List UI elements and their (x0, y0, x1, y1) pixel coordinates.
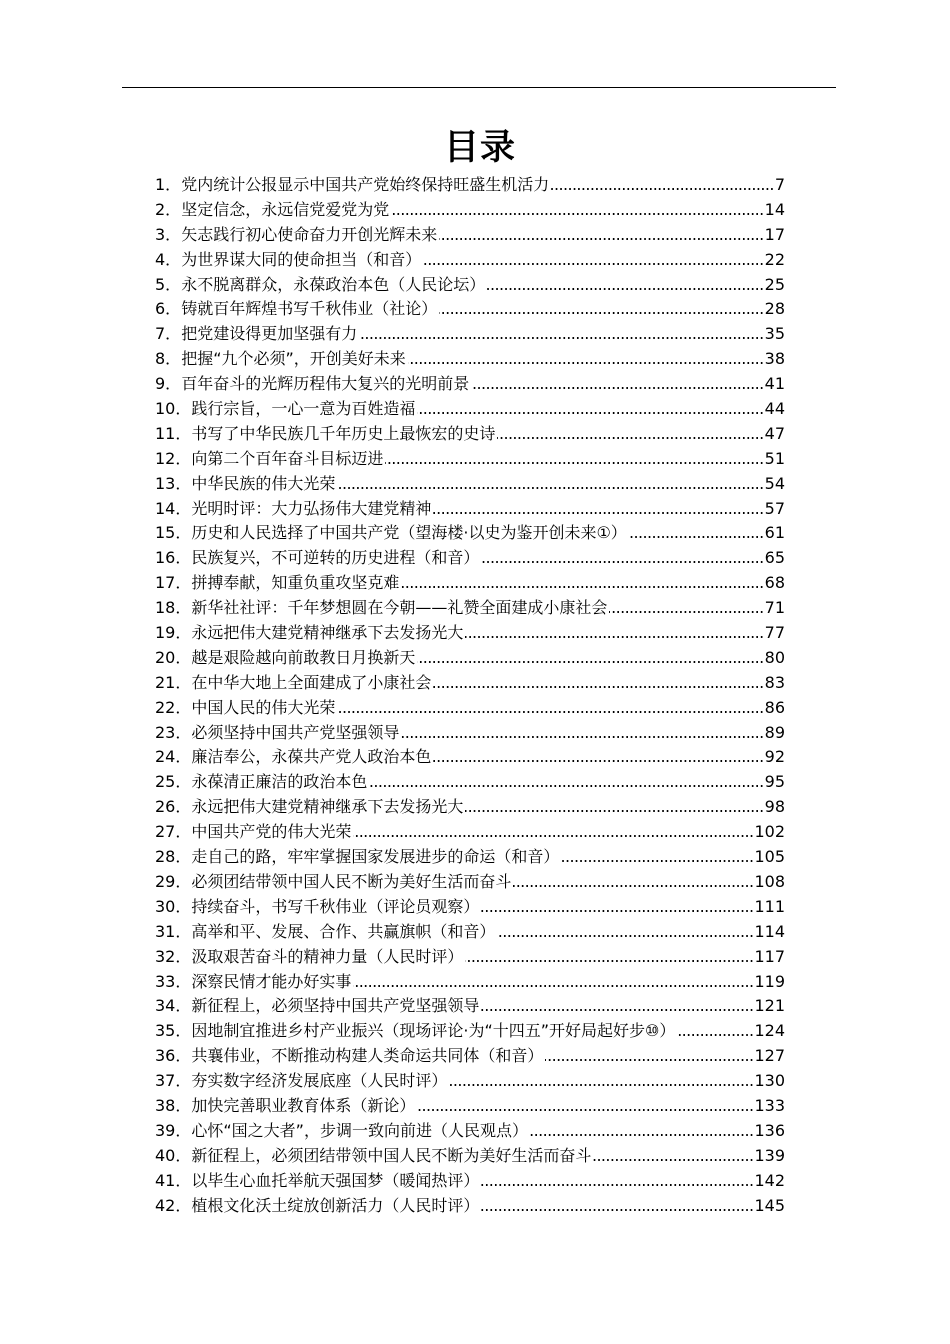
toc-entry-page-number: 47 (764, 423, 785, 443)
toc-entry (155, 521, 785, 546)
toc-entry-title: 走自己的路，牢牢掌握国家发展进步的命运（和音） (191, 847, 560, 867)
toc-entry-page-number: 105 (754, 847, 785, 867)
dot-leader (497, 920, 753, 945)
toc-entry (155, 945, 785, 970)
toc-entry-title: 历史和人民选择了中国共产党（望海楼·以史为鉴开创未来①） (191, 523, 627, 543)
toc-entry (155, 721, 785, 746)
toc-entry-page-number: 71 (764, 598, 785, 618)
toc-entry-number: 19． (155, 623, 192, 643)
dot-leader (545, 1044, 753, 1069)
toc-entry-title: 因地制宜推进乡村产业振兴（现场评论·为“十四五”开好局起好步⑩） (191, 1021, 676, 1041)
toc-entry-number: 35． (155, 1021, 192, 1041)
toc-entry-title: 新征程上，必须坚持中国共产党坚强领导 (191, 996, 480, 1016)
toc-entry (155, 770, 785, 795)
toc-entry (155, 795, 785, 820)
toc-entry (155, 870, 785, 895)
toc-entry (155, 248, 785, 273)
toc-entry-title: 共襄伟业，不断推动构建人类命运共同体（和音） (191, 1046, 544, 1066)
toc-entry (155, 1044, 785, 1069)
toc-entry-title: 坚定信念，永远信党爱党为党 (181, 199, 390, 219)
dot-leader (481, 895, 753, 920)
toc-entry-page-number: 92 (764, 747, 785, 767)
toc-entry-title: 书写了中华民族几千年历史上最恢宏的史诗 (191, 423, 496, 443)
toc-entry (155, 322, 785, 347)
toc-entry-number: 38． (155, 1095, 192, 1115)
toc-entry-page-number: 77 (764, 623, 785, 643)
dot-leader (449, 1069, 753, 1094)
toc-entry-page-number: 89 (764, 722, 785, 742)
toc-entry-title: 植根文化沃土绽放创新活力（人民时评） (191, 1195, 480, 1215)
toc-entry-page-number: 133 (754, 1095, 785, 1115)
toc-entry-title: 践行宗旨，一心一意为百姓造福 (191, 399, 416, 419)
toc-entry-number: 37． (155, 1071, 192, 1091)
toc-entry-page-number: 51 (764, 448, 785, 468)
toc-entry-page-number: 130 (754, 1071, 785, 1091)
dot-leader (551, 173, 774, 198)
toc-entry (155, 1069, 785, 1094)
toc-entry-title: 永远把伟大建党精神继承下去发扬光大 (191, 797, 464, 817)
toc-entry-page-number: 35 (764, 324, 785, 344)
dot-leader (439, 223, 763, 248)
toc-entry-number: 28． (155, 847, 192, 867)
toc-entry-number: 41． (155, 1170, 192, 1190)
toc-entry (155, 1194, 785, 1219)
toc-entry-title: 永葆清正廉洁的政治本色 (191, 772, 368, 792)
toc-entry-page-number: 65 (764, 548, 785, 568)
toc-entry-page-number: 7 (774, 175, 785, 194)
toc-entry-title: 中华民族的伟大光荣 (191, 473, 336, 493)
toc-entry-title: 党内统计公报显示中国共产党始终保持旺盛生机活力 (181, 175, 550, 194)
toc-entry-title: 汲取艰苦奋斗的精神力量（人民时评） (191, 946, 464, 966)
toc-entry (155, 447, 785, 472)
dot-leader (359, 322, 763, 347)
toc-entry (155, 347, 785, 372)
dot-leader (385, 447, 763, 472)
toc-entry-page-number: 61 (764, 523, 785, 543)
toc-entry (155, 820, 785, 845)
toc-entry-page-number: 41 (764, 374, 785, 394)
toc-entry-title: 加快完善职业教育体系（新论） (191, 1095, 416, 1115)
toc-entry (155, 173, 785, 198)
toc-entry (155, 571, 785, 596)
dot-leader (439, 297, 763, 322)
toc-entry-page-number: 22 (764, 249, 785, 269)
dot-leader (337, 696, 763, 721)
toc-entry (155, 297, 785, 322)
dot-leader (401, 721, 763, 746)
toc-entry-page-number: 136 (754, 1120, 785, 1140)
toc-entry (155, 596, 785, 621)
toc-entry-title: 向第二个百年奋斗目标迈进 (191, 448, 384, 468)
toc-entry-title: 光明时评：大力弘扬伟大建党精神 (191, 498, 432, 518)
toc-entry-page-number: 14 (764, 199, 785, 219)
dot-leader (561, 845, 753, 870)
toc-entry-page-number: 139 (754, 1145, 785, 1165)
toc-entry-page-number: 25 (764, 274, 785, 294)
toc-entry-number: 6． (155, 299, 182, 319)
toc-entry-title: 永不脱离群众，永葆政治本色（人民论坛） (181, 274, 486, 294)
toc-entry-page-number: 38 (764, 349, 785, 369)
toc-entry-page-number: 108 (754, 871, 785, 891)
toc-entry-number: 1． (155, 175, 182, 194)
dot-leader (401, 571, 763, 596)
toc-entry-number: 34． (155, 996, 192, 1016)
toc-entry-title: 中国共产党的伟大光荣 (191, 822, 352, 842)
toc-entry-number: 24． (155, 747, 192, 767)
toc-entry (155, 472, 785, 497)
toc-entry-page-number: 111 (754, 896, 785, 916)
toc-entry-number: 23． (155, 722, 192, 742)
toc-entry-title: 心怀“国之大者”，步调一致向前进（人民观点） (191, 1120, 528, 1140)
toc-entry-title: 以毕生心血托举航天强国梦（暖闻热评） (191, 1170, 480, 1190)
toc-entry-number: 17． (155, 573, 192, 593)
toc-entry-page-number: 17 (764, 224, 785, 244)
toc-entry-page-number: 145 (754, 1195, 785, 1215)
toc-entry-title: 把党建设得更加坚强有力 (181, 324, 358, 344)
toc-entry-page-number: 28 (764, 299, 785, 319)
toc-entry (155, 1169, 785, 1194)
toc-entry-page-number: 44 (764, 399, 785, 419)
toc-entry-page-number: 57 (764, 498, 785, 518)
toc-entry-number: 15． (155, 523, 192, 543)
toc-entry (155, 397, 785, 422)
toc-entry (155, 646, 785, 671)
toc-entry-number: 12． (155, 448, 192, 468)
toc-entry-page-number: 117 (754, 946, 785, 966)
dot-leader (465, 795, 763, 820)
toc-entry (155, 1144, 785, 1169)
dot-leader (471, 372, 763, 397)
toc-entry-number: 18． (155, 598, 192, 618)
toc-entry-page-number: 95 (764, 772, 785, 792)
toc-entry-number: 26． (155, 797, 192, 817)
toc-entry (155, 745, 785, 770)
toc-entry (155, 422, 785, 447)
toc-entry-number: 31． (155, 921, 192, 941)
dot-leader (593, 1144, 753, 1169)
toc-entry-number: 3． (155, 224, 182, 244)
dot-leader (337, 472, 763, 497)
toc-entry-title: 在中华大地上全面建成了小康社会 (191, 672, 432, 692)
toc-entry-title: 高举和平、发展、合作、共赢旗帜（和音） (191, 921, 496, 941)
toc-entry-page-number: 102 (754, 822, 785, 842)
dot-leader (465, 945, 753, 970)
toc-entry-number: 14． (155, 498, 192, 518)
toc-entry-title: 铸就百年辉煌书写千秋伟业（社论） (181, 299, 438, 319)
toc-entry-number: 22． (155, 697, 192, 717)
dot-leader (433, 745, 763, 770)
toc-entry-title: 越是艰险越向前敢教日月换新天 (191, 647, 416, 667)
dot-leader (609, 596, 763, 621)
toc-entry-number: 5． (155, 274, 182, 294)
dot-leader (391, 198, 763, 223)
dot-leader (423, 248, 763, 273)
dot-leader (481, 546, 763, 571)
toc-entry-title: 中国人民的伟大光荣 (191, 697, 336, 717)
toc-entry-number: 7． (155, 324, 182, 344)
dot-leader (513, 870, 753, 895)
dot-leader (353, 970, 753, 995)
toc-entry (155, 671, 785, 696)
toc-entry-number: 11． (155, 423, 192, 443)
toc-entry-title: 持续奋斗，书写千秋伟业（评论员观察） (191, 896, 480, 916)
dot-leader (481, 1194, 753, 1219)
dot-leader (481, 994, 753, 1019)
toc-entry-page-number: 121 (754, 996, 785, 1016)
toc-entry (155, 621, 785, 646)
toc-entry-page-number: 127 (754, 1046, 785, 1066)
toc-entry-number: 36． (155, 1046, 192, 1066)
toc-entry-number: 27． (155, 822, 192, 842)
toc-entry-title: 为世界谋大同的使命担当（和音） (181, 249, 422, 269)
toc-entry-title: 把握“九个必须”，开创美好未来 (181, 349, 406, 369)
toc-entry-number: 29． (155, 871, 192, 891)
toc-entry-title: 新华社社评：千年梦想圆在今朝——礼赞全面建成小康社会 (191, 598, 608, 618)
dot-leader (417, 1094, 753, 1119)
toc-entry-number: 21． (155, 672, 192, 692)
toc-entry-page-number: 86 (764, 697, 785, 717)
header-rule (122, 87, 836, 88)
dot-leader (369, 770, 763, 795)
toc-entry-number: 9． (155, 374, 182, 394)
toc-entry-number: 2． (155, 199, 182, 219)
toc-entry (155, 546, 785, 571)
toc-entry-page-number: 114 (754, 921, 785, 941)
toc-entry-number: 39． (155, 1120, 192, 1140)
dot-leader (629, 521, 764, 546)
dot-leader (465, 621, 763, 646)
dot-leader (497, 422, 763, 447)
toc-entry-number: 20． (155, 647, 192, 667)
toc-list (155, 173, 785, 1218)
toc-entry-page-number: 80 (764, 647, 785, 667)
toc-entry-number: 32． (155, 946, 192, 966)
toc-entry-page-number: 54 (764, 473, 785, 493)
toc-entry-title: 永远把伟大建党精神继承下去发扬光大 (191, 623, 464, 643)
toc-entry-title: 民族复兴，不可逆转的历史进程（和音） (191, 548, 480, 568)
dot-leader (481, 1169, 753, 1194)
toc-entry-title: 矢志践行初心使命奋力开创光辉未来 (181, 224, 438, 244)
dot-leader (417, 397, 763, 422)
toc-entry-number: 8． (155, 349, 182, 369)
toc-entry-page-number: 98 (764, 797, 785, 817)
toc-entry-number: 33． (155, 971, 192, 991)
toc-entry-number: 42． (155, 1195, 192, 1215)
toc-entry-number: 40． (155, 1145, 192, 1165)
toc-entry-title: 新征程上，必须团结带领中国人民不断为美好生活而奋斗 (191, 1145, 592, 1165)
toc-entry (155, 895, 785, 920)
toc-entry-number: 30． (155, 896, 192, 916)
toc-entry-title: 必须团结带领中国人民不断为美好生活而奋斗 (191, 871, 512, 891)
dot-leader (433, 671, 763, 696)
toc-title: 目录 (443, 128, 516, 168)
toc-entry-title: 夯实数字经济发展底座（人民时评） (191, 1071, 448, 1091)
toc-entry-title: 廉洁奉公，永葆共产党人政治本色 (191, 747, 432, 767)
toc-entry-page-number: 68 (764, 573, 785, 593)
toc-entry-number: 4． (155, 249, 182, 269)
toc-entry (155, 1019, 785, 1044)
toc-entry (155, 1094, 785, 1119)
toc-entry (155, 970, 785, 995)
toc-entry (155, 920, 785, 945)
toc-entry (155, 994, 785, 1019)
toc-entry (155, 845, 785, 870)
toc-entry-page-number: 142 (754, 1170, 785, 1190)
toc-entry-page-number: 124 (754, 1021, 785, 1041)
toc-entry (155, 198, 785, 223)
toc-entry-title: 深察民情才能办好实事 (191, 971, 352, 991)
toc-entry (155, 273, 785, 298)
toc-entry-number: 16． (155, 548, 192, 568)
toc-entry-number: 13． (155, 473, 192, 493)
toc-entry (155, 497, 785, 522)
dot-leader (433, 497, 763, 522)
dot-leader (677, 1019, 753, 1044)
dot-leader (408, 347, 764, 372)
dot-leader (487, 273, 763, 298)
toc-entry-number: 25． (155, 772, 192, 792)
toc-entry-page-number: 83 (764, 672, 785, 692)
toc-entry (155, 223, 785, 248)
dot-leader (530, 1119, 753, 1144)
toc-entry-page-number: 119 (754, 971, 785, 991)
toc-entry-title: 百年奋斗的光辉历程伟大复兴的光明前景 (181, 374, 470, 394)
toc-entry (155, 696, 785, 721)
toc-entry (155, 1119, 785, 1144)
toc-entry-number: 10． (155, 399, 192, 419)
toc-entry-title: 拼搏奉献，知重负重攻坚克难 (191, 573, 400, 593)
dot-leader (417, 646, 763, 671)
toc-entry-title: 必须坚持中国共产党坚强领导 (191, 722, 400, 742)
toc-entry (155, 372, 785, 397)
dot-leader (353, 820, 753, 845)
